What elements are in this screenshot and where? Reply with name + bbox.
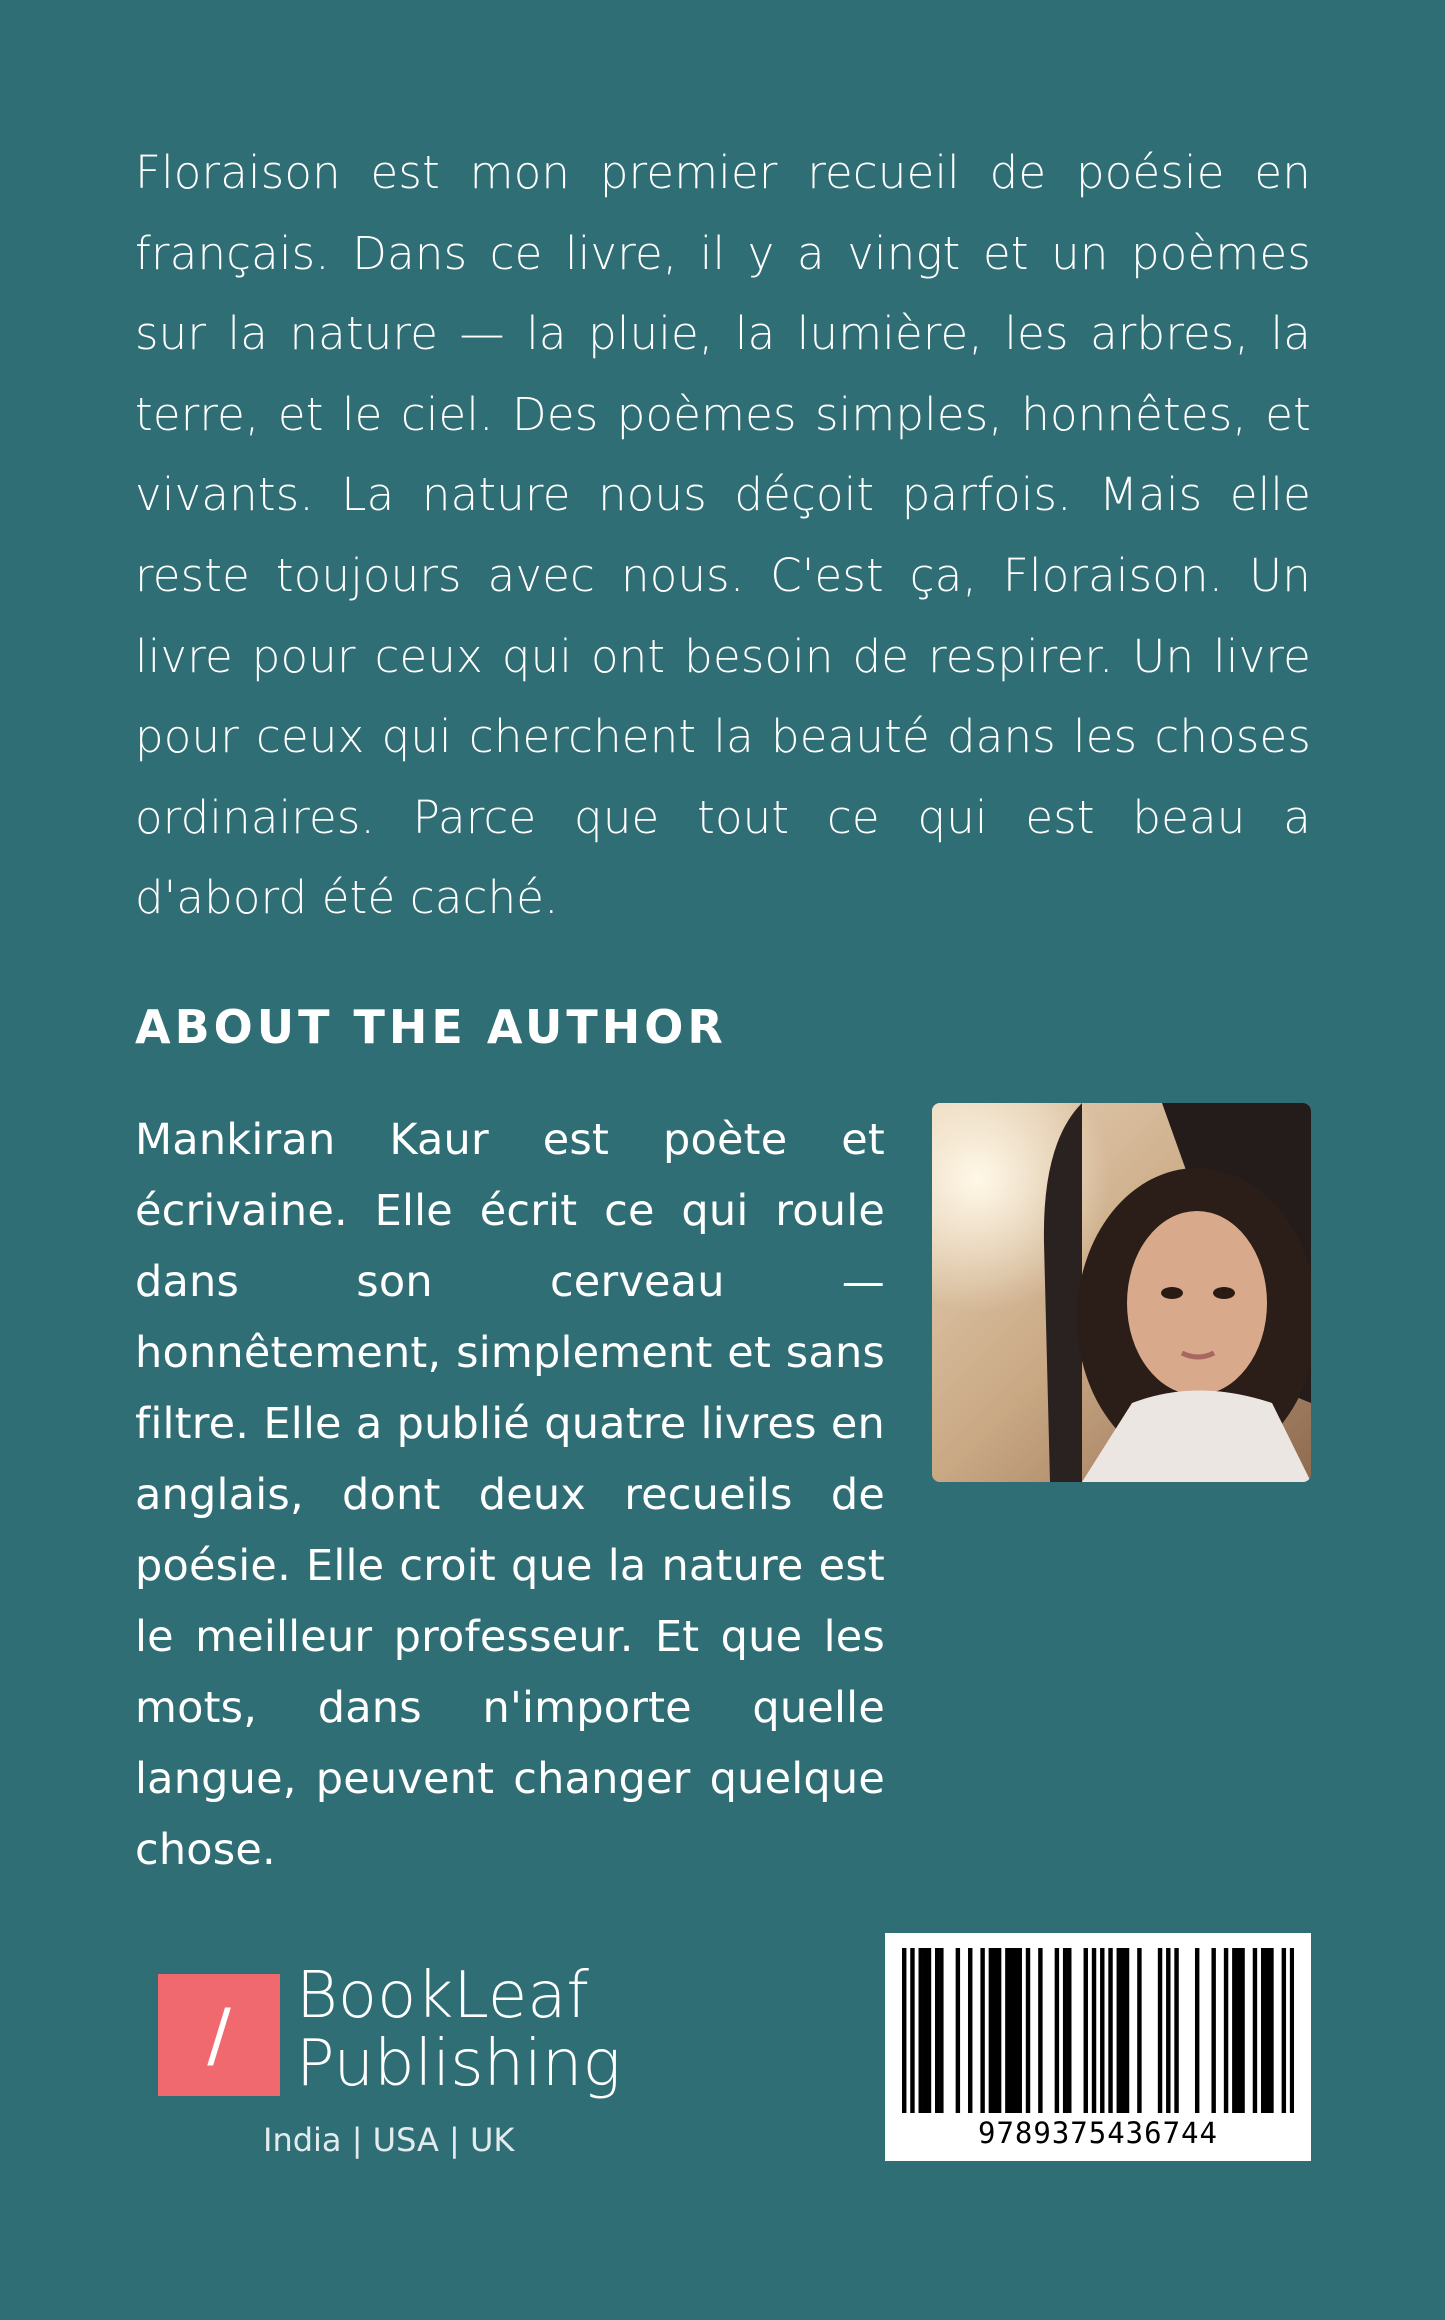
barcode-bar	[1005, 1948, 1009, 2113]
barcode-bar	[1158, 1948, 1162, 2113]
barcode-bar	[935, 1948, 939, 2113]
barcode-bar	[1166, 1948, 1170, 2113]
barcode-bar	[1290, 1948, 1294, 2113]
isbn-barcode	[885, 1933, 1311, 2161]
barcode-bar	[902, 1948, 906, 2113]
author-bio: Mankiran Kaur est poète et écrivaine. Elle écrit ce qui roule dans son cerveau — honnêtement, simplement et sans filtre. Elle a publié quatre livres en anglais, dont deux recueils de poésie. Elle croit que la nature est le meilleur professeur. Et que les mots, dans n'importe quelle langue, peuvent changer quelque chose.	[135, 1115, 885, 1875]
author-portrait-illustration	[932, 1103, 1311, 1482]
barcode-bar	[1269, 1948, 1273, 2113]
about-author-heading: ABOUT THE AUTHOR	[135, 1000, 727, 1054]
barcode-bar	[1038, 1948, 1042, 2113]
barcode-bar	[1063, 1948, 1067, 2113]
barcode-bar	[968, 1948, 972, 2113]
barcode-bar	[1084, 1948, 1088, 2113]
barcode-bar	[1240, 1948, 1244, 2113]
book-blurb: Floraison est mon premier recueil de poésie en français. Dans ce livre, il y a vingt et un poèmes sur la nature — la pluie, la lumière, les arbres, la terre, et le ciel. Des poèmes simples, honnêtes, et vivants. La nature nous déçoit parfois. Mais elle reste toujours avec nous. C'est ça, Floraison. Un livre pour ceux qui ont besoin de respirer. Un livre pour ceux qui cherchent la beauté dans les choses ordinaires. Parce que tout ce qui est beau a d'abord été caché.	[135, 146, 1311, 925]
barcode-bar	[1137, 1948, 1141, 2113]
barcode-bar	[910, 1948, 914, 2113]
barcode-bar	[1009, 1948, 1013, 2113]
barcode-bar	[1224, 1948, 1228, 2113]
barcode-bar	[989, 1948, 993, 2113]
barcode-bar	[1211, 1948, 1215, 2113]
barcode-bar	[939, 1948, 943, 2113]
barcode-bar	[1121, 1948, 1125, 2113]
barcode-bar	[927, 1948, 931, 2113]
barcode-bar	[1055, 1948, 1059, 2113]
barcode-bar	[993, 1948, 997, 2113]
barcode-bar	[1013, 1948, 1017, 2113]
barcode-bar	[923, 1948, 927, 2113]
barcode-bar	[997, 1948, 1001, 2113]
publisher-regions: India | USA | UK	[263, 2121, 515, 2159]
barcode-bar	[956, 1948, 960, 2113]
barcode-bar	[1108, 1948, 1112, 2113]
barcode-bar	[1261, 1948, 1265, 2113]
barcode-bar	[1195, 1948, 1199, 2113]
barcode-bar	[1282, 1948, 1286, 2113]
barcode-bar	[1100, 1948, 1104, 2113]
barcode-bar	[1018, 1948, 1022, 2113]
author-photo	[932, 1103, 1311, 1482]
publisher-name-line2: Publishing	[296, 2027, 621, 2101]
barcode-bar	[1174, 1948, 1178, 2113]
barcode-bar	[1067, 1948, 1071, 2113]
barcode-bar	[1117, 1948, 1121, 2113]
publisher-name-line1: BookLeaf	[296, 1959, 589, 2033]
barcode-bar	[1232, 1948, 1236, 2113]
publisher-mark	[158, 1974, 280, 2096]
barcode-bar	[1236, 1948, 1240, 2113]
isbn-number: 9789375436744	[978, 2116, 1218, 2150]
barcode-bars	[902, 1948, 1294, 2113]
barcode-bar	[1253, 1948, 1257, 2113]
barcode-bar	[1026, 1948, 1030, 2113]
barcode-bar	[1092, 1948, 1096, 2113]
barcode-bar	[1125, 1948, 1129, 2113]
slash-icon: /	[207, 1994, 231, 2076]
barcode-bar	[1265, 1948, 1269, 2113]
barcode-bar	[980, 1948, 984, 2113]
publisher-name	[296, 1959, 621, 2101]
publisher-logo	[158, 1959, 621, 2168]
barcode-bar	[919, 1948, 923, 2113]
